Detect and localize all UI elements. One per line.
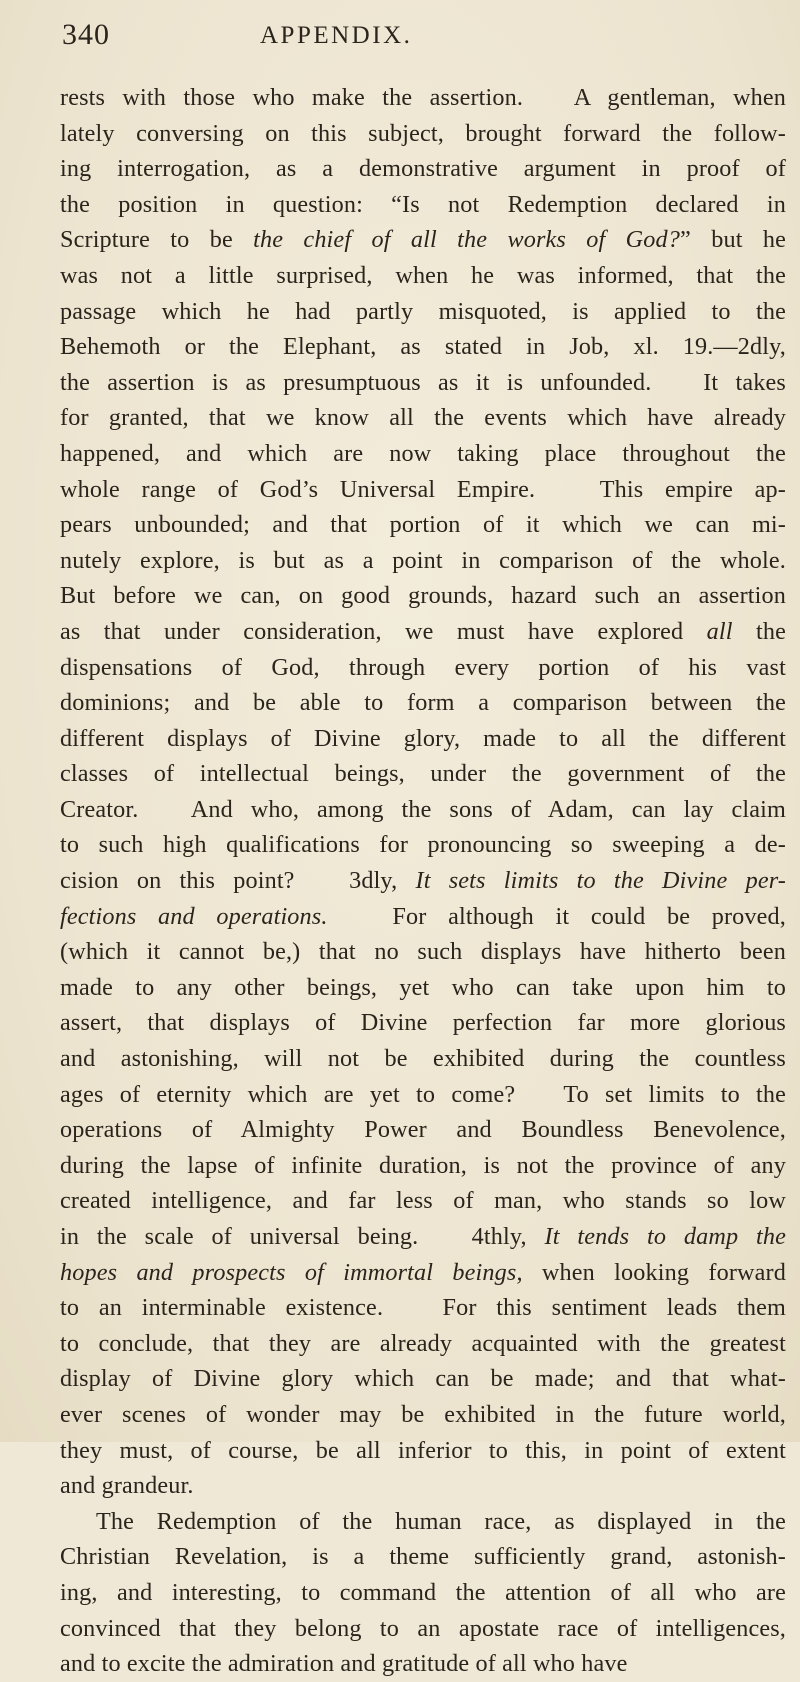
line-text: in the scale of universal being. 4thly,	[60, 1223, 545, 1250]
line-text: and grandeur.	[60, 1472, 194, 1500]
text-line	[60, 543, 786, 579]
text-line	[60, 258, 786, 294]
text-line	[60, 1290, 786, 1326]
line-text: dominions; and be able to form a comparison between the	[60, 689, 786, 717]
text-line	[60, 222, 786, 258]
text-line	[60, 650, 786, 686]
text-line	[60, 1005, 786, 1041]
line-text: and astonishing, will not be exhibited during the countless	[60, 1045, 786, 1073]
line-text: ever scenes of wonder may be exhibited in the future world,	[60, 1400, 786, 1428]
italic-text: all	[706, 617, 733, 645]
text-line	[60, 792, 786, 828]
line-text: ages of eternity which are yet to come? To set limits to the	[60, 1080, 786, 1108]
line-text: the assertion is as presumptuous as it is unfounded. It takes	[60, 368, 786, 396]
line-text: the position in question: “Is not Redemption declared in	[60, 190, 786, 218]
text-line	[60, 116, 786, 152]
italic-text: fections and operations.	[60, 902, 328, 930]
text-line	[60, 436, 786, 472]
text-line	[60, 721, 786, 757]
line-text: to an interminable existence. For this sentiment leads them	[60, 1294, 786, 1322]
text-line	[60, 1397, 786, 1433]
text-line	[60, 614, 786, 650]
text-line	[60, 1361, 786, 1397]
text-line	[60, 1077, 786, 1113]
text-line	[60, 1468, 786, 1504]
text-line	[60, 934, 786, 970]
text-line	[60, 1183, 786, 1219]
text-line	[60, 507, 786, 543]
line-text: as that under consideration, we must have explored	[60, 617, 707, 645]
body-text	[60, 80, 786, 1682]
line-text: passage which he had partly misquoted, is applied to the	[60, 297, 786, 325]
line-text: during the lapse of infinite duration, is not the province of any	[60, 1151, 786, 1179]
text-line	[60, 578, 786, 614]
text-line	[60, 685, 786, 721]
text-line	[60, 1041, 786, 1077]
text-line	[60, 899, 786, 935]
text-line	[60, 1219, 786, 1255]
line-text: dispensations of God, through every portion of his vast	[60, 653, 786, 681]
line-text: to conclude, that they are already acquainted with the greatest	[60, 1329, 786, 1357]
line-text: The Redemption of the human race, as displayed in the	[96, 1507, 786, 1535]
text-line	[60, 80, 786, 116]
page-number: 340	[62, 18, 110, 51]
line-text: happened, and which are now taking place throughout the	[60, 439, 786, 467]
text-line	[60, 1504, 786, 1540]
line-text: was not a little surprised, when he was informed, that the	[60, 261, 786, 289]
text-line	[60, 1148, 786, 1184]
line-text: Scripture to be	[60, 226, 254, 254]
line-text: cision on this point? 3dly,	[60, 867, 416, 895]
text-line	[60, 863, 786, 899]
line-text: lately conversing on this subject, brought forward the follow-	[60, 119, 786, 147]
text-line	[60, 472, 786, 508]
line-text: classes of intellectual beings, under the government of the	[60, 760, 786, 788]
line-text: ing interrogation, as a demonstrative argument in proof of	[60, 155, 786, 183]
text-line	[60, 294, 786, 330]
line-text: created intelligence, and far less of man, who stands so low	[60, 1187, 786, 1215]
text-line	[60, 365, 786, 401]
italic-text: hopes and prospects of immortal beings,	[60, 1258, 523, 1286]
text-line	[60, 400, 786, 436]
line-text: assert, that displays of Divine perfection far more glorious	[60, 1009, 786, 1037]
text-line	[60, 1611, 786, 1647]
text-line	[60, 151, 786, 187]
line-text: Christian Revelation, is a theme sufficiently grand, astonish-	[60, 1543, 786, 1571]
text-line	[60, 970, 786, 1006]
line-text: nutely explore, is but as a point in comparison of the whole.	[60, 546, 786, 574]
line-text: Behemoth or the Elephant, as stated in Job, xl. 19.—2dly,	[60, 333, 786, 361]
italic-text: It tends to damp the	[544, 1223, 786, 1250]
line-text: ” but he	[680, 226, 787, 254]
text-line	[60, 756, 786, 792]
line-text: (which it cannot be,) that no such displays have hitherto been	[60, 938, 786, 966]
line-text: display of Divine glory which can be made; and that what-	[60, 1365, 786, 1393]
italic-text: the chief of all the works of God?	[253, 226, 681, 254]
line-text: For although it could be proved,	[327, 902, 786, 930]
line-text: convinced that they belong to an apostate race of intelligences,	[60, 1614, 786, 1642]
line-text: when looking forward	[522, 1258, 786, 1286]
text-line	[60, 1433, 786, 1469]
line-text: to such high qualifications for pronouncing so sweeping a de-	[60, 831, 786, 859]
line-text: pears unbounded; and that portion of it which we can mi-	[60, 511, 786, 539]
line-text: the	[732, 617, 786, 645]
line-text: they must, of course, be all inferior to this, in point of extent	[60, 1436, 786, 1464]
text-line	[60, 1255, 786, 1291]
line-text: and to excite the admiration and gratitude of all who have	[60, 1650, 628, 1678]
line-text: operations of Almighty Power and Boundless Benevolence,	[60, 1116, 786, 1144]
text-line	[60, 1539, 786, 1575]
text-line	[60, 187, 786, 223]
running-head: APPENDIX.	[260, 22, 413, 49]
line-text: for granted, that we know all the events which have already	[60, 404, 786, 432]
text-line	[60, 1575, 786, 1611]
line-text: ing, and interesting, to command the attention of all who are	[60, 1578, 786, 1606]
text-line	[60, 827, 786, 863]
line-text: whole range of God’s Universal Empire. This empire ap-	[60, 475, 786, 503]
italic-text: It sets limits to the Divine per-	[415, 867, 787, 895]
line-text: made to any other beings, yet who can take upon him to	[60, 973, 786, 1001]
line-text: Creator. And who, among the sons of Adam, can lay claim	[60, 795, 786, 823]
text-line	[60, 1646, 786, 1682]
text-line	[60, 1112, 786, 1148]
line-text: rests with those who make the assertion. A gentleman, when	[60, 84, 786, 111]
text-line	[60, 329, 786, 365]
line-text: But before we can, on good grounds, hazard such an assertion	[60, 582, 786, 610]
line-text: different displays of Divine glory, made to all the different	[60, 724, 786, 752]
page-header	[0, 18, 800, 58]
text-line	[60, 1326, 786, 1362]
